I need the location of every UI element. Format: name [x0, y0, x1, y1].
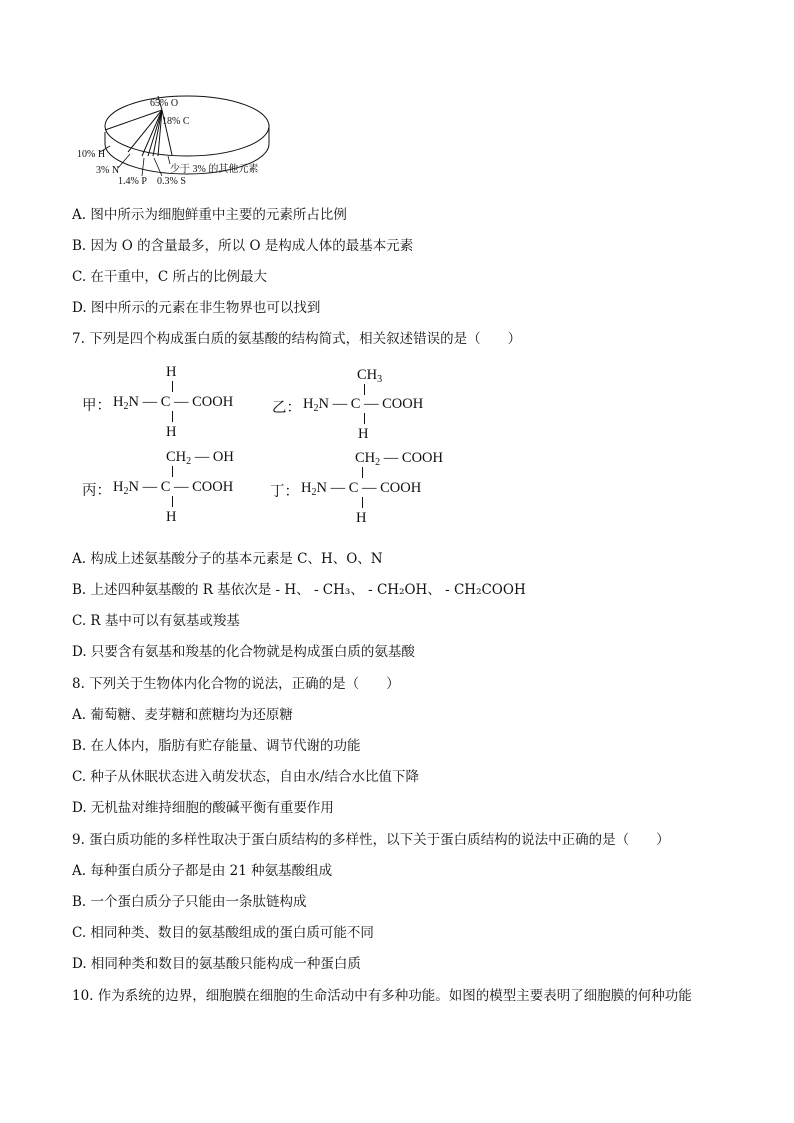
ding-top-ch2cooh: $CH_2$ — COOH [355, 450, 443, 468]
bing-bond-top [172, 466, 173, 477]
q8-option-b: B. 在人体内，脂肪有贮存能量、调节代谢的功能 [72, 738, 361, 754]
yi-bond-top [364, 384, 365, 395]
q9-option-b: B. 一个蛋白质分子只能由一条肽链构成 [72, 894, 307, 910]
q7-option-b: B. 上述四种氨基酸的 R 基依次是 - H、 - CH₃、 - CH₂OH、 - CH₂COOH [72, 582, 526, 598]
bing-top-ch2oh: $CH_2$ — OH [166, 449, 234, 467]
pie-label-p: 1.4% P [118, 176, 147, 187]
jia-top-h: H [166, 364, 177, 380]
pie-label-n: 3% N [96, 165, 120, 176]
q8-option-d: D. 无机盐对维持细胞的酸碱平衡有重要作用 [72, 800, 334, 816]
pie-label-o: 65% O [150, 98, 179, 109]
ding-bond-bottom [362, 497, 363, 508]
yi-main: $H_2N$ — C — COOH [303, 396, 424, 414]
yi-prefix: 乙： [272, 400, 301, 416]
pie-label-c: 18% C [162, 116, 190, 127]
q8-option-c: C. 种子从休眠状态进入萌发状态，自由水/结合水比值下降 [72, 769, 419, 785]
ding-bond-top [362, 467, 363, 478]
q6-option-a: A. 图中所示为细胞鲜重中主要的元素所占比例 [72, 207, 347, 223]
q7-stem: 7. 下列是四个构成蛋白质的氨基酸的结构简式，相关叙述错误的是（ ） [72, 331, 522, 347]
yi-top-ch3: $CH_3$ [357, 367, 383, 385]
jia-bond-bottom [172, 411, 173, 422]
q8-option-a: A. 葡萄糖、麦芽糖和蔗糖均为还原糖 [72, 707, 293, 723]
bing-bond-bottom [172, 496, 173, 507]
pie-label-h: 10% H [77, 149, 106, 160]
q10-stem: 10. 作为系统的边界，细胞膜在细胞的生命活动中有多种功能。如图的模型主要表明了细胞膜的何种功能 [72, 988, 692, 1004]
q9-stem: 9. 蛋白质功能的多样性取决于蛋白质结构的多样性，以下关于蛋白质结构的说法中正确的是（ ） [72, 832, 670, 848]
q7-option-c: C. R 基中可以有氨基或羧基 [72, 613, 240, 629]
pie-label-s: 0.3% S [157, 176, 186, 187]
yi-bottom-h: H [358, 426, 369, 442]
q7-option-d: D. 只要含有氨基和羧基的化合物就是构成蛋白质的氨基酸 [72, 644, 415, 660]
ding-prefix: 丁： [270, 484, 299, 500]
jia-bond-top [172, 381, 173, 392]
q9-option-c: C. 相同种类、数目的氨基酸组成的蛋白质可能不同 [72, 925, 374, 941]
jia-main: $H_2N$ — C — COOH [113, 394, 234, 412]
q6-option-d: D. 图中所示的元素在非生物界也可以找到 [72, 300, 321, 316]
q6-option-b: B. 因为 O 的含量最多，所以 O 是构成人体的最基本元素 [72, 238, 414, 254]
jia-prefix: 甲： [82, 398, 111, 414]
yi-bond-bottom [364, 413, 365, 424]
ding-main: $H_2N$ — C — COOH [301, 480, 422, 498]
bing-bottom-h: H [166, 509, 177, 525]
ding-bottom-h: H [356, 510, 367, 526]
pie-label-other: 少于 3% 的其他元素 [170, 164, 259, 175]
q7-option-a: A. 构成上述氨基酸分子的基本元素是 C、H、O、N [72, 551, 383, 567]
bing-prefix: 丙： [82, 483, 111, 499]
bing-main: $H_2N$ — C — COOH [113, 479, 234, 497]
q8-stem: 8. 下列关于生物体内化合物的说法，正确的是（ ） [72, 676, 400, 692]
jia-bottom-h: H [166, 424, 177, 440]
q6-option-c: C. 在干重中，C 所占的比例最大 [72, 269, 268, 285]
q9-option-a: A. 每种蛋白质分子都是由 21 种氨基酸组成 [72, 863, 333, 879]
q9-option-d: D. 相同种类和数目的氨基酸只能构成一种蛋白质 [72, 956, 361, 972]
